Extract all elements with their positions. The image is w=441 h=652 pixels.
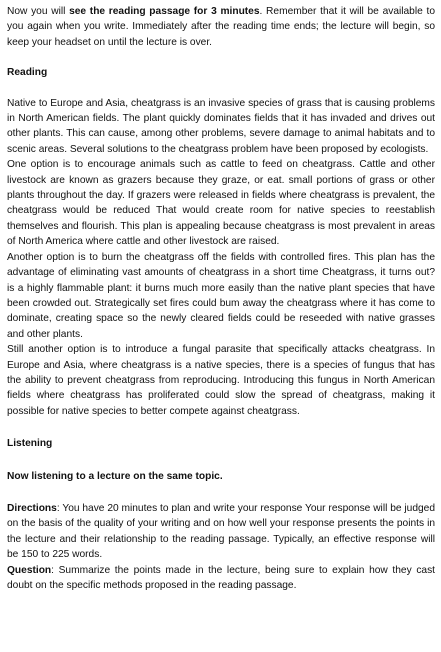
intro-text-start: Now you will <box>7 6 70 17</box>
directions-label: Directions <box>7 502 57 514</box>
question-paragraph <box>7 563 435 594</box>
directions-text: : You have 20 minutes to plan and write your response Your response will be judged on the basis of the quality of your writing and on how well your response presents the points in the lecture and their relationship to the reading passage. Typically, an effective response will be 150 to 225 words. <box>7 502 435 561</box>
question-text: : Summarize the points made in the lecture, being sure to explain how they cast doubt on the specific methods proposed in the reading passage. <box>7 564 435 591</box>
reading-heading: Reading <box>7 67 48 79</box>
reading-paragraph-3: Another option is to burn the cheatgrass off the fields with controlled fires. This plan has the advantage of eliminating vast amounts of cheatgrass in a short time Cheatgrass, it turns out? is a highly flammable plant: it burns much more easily than the native plant species that have been crowded out. Strategically set fires could bum away the cheatgrass where it has come to dominate, creating space so the newly cleared fields could be reseeded with native grasses and other plants. <box>7 251 435 340</box>
question-label: Question <box>7 564 52 576</box>
reading-paragraph-4: Still another option is to introduce a fungal parasite that specifically attacks cheatgrass. In Europe and Asia, where cheatgrass is a native species, there is a species of fungus that has the ability to prevent cheatgrass from reproducing. Introducing this fungus in North American fields where cheatgrass has proliferated could slow the spread of cheatgrass, making it possible for native species to better compete against cheatgrass. <box>7 344 435 417</box>
intro-text-end: . Remember that it will be available to you again when you write. Immediately after the reading time ends; the lecture will begin, so keep your headset on until the lecture is over. <box>7 6 435 48</box>
reading-paragraph-1: Native to Europe and Asia, cheatgrass is an invasive species of grass that is causing problems in North American fields. The plant quickly dominates fields that it has invaded and drives out other plants. This can cause, among other problems, severe damage to animal habitats and to scenic areas. Several solutions to the cheatgrass problem have been proposed by ecologists. <box>7 97 435 155</box>
intro-paragraph <box>7 4 435 50</box>
reading-paragraph-2: One option is to encourage animals such as cattle to feed on cheatgrass. Cattle and other livestock are known as grazers because they graze, or eat. small portions of grass or other plants throughout the day. If grazers were released in fields where cheatgrass is prevalent, the cheatgrass would be reduced That would create room for native species to reestablish themselves and flourish. This plan is appealing because cheatgrass is most prevalent in areas of North America where cattle and other livestock are raised. <box>7 159 435 248</box>
directions-paragraph <box>7 501 435 563</box>
document-page <box>7 4 435 593</box>
listening-heading: Listening <box>7 438 53 450</box>
listening-subheading: Now listening to a lecture on the same topic. <box>7 470 223 482</box>
intro-emphasis: see the reading passage for 3 minutes <box>69 6 260 17</box>
